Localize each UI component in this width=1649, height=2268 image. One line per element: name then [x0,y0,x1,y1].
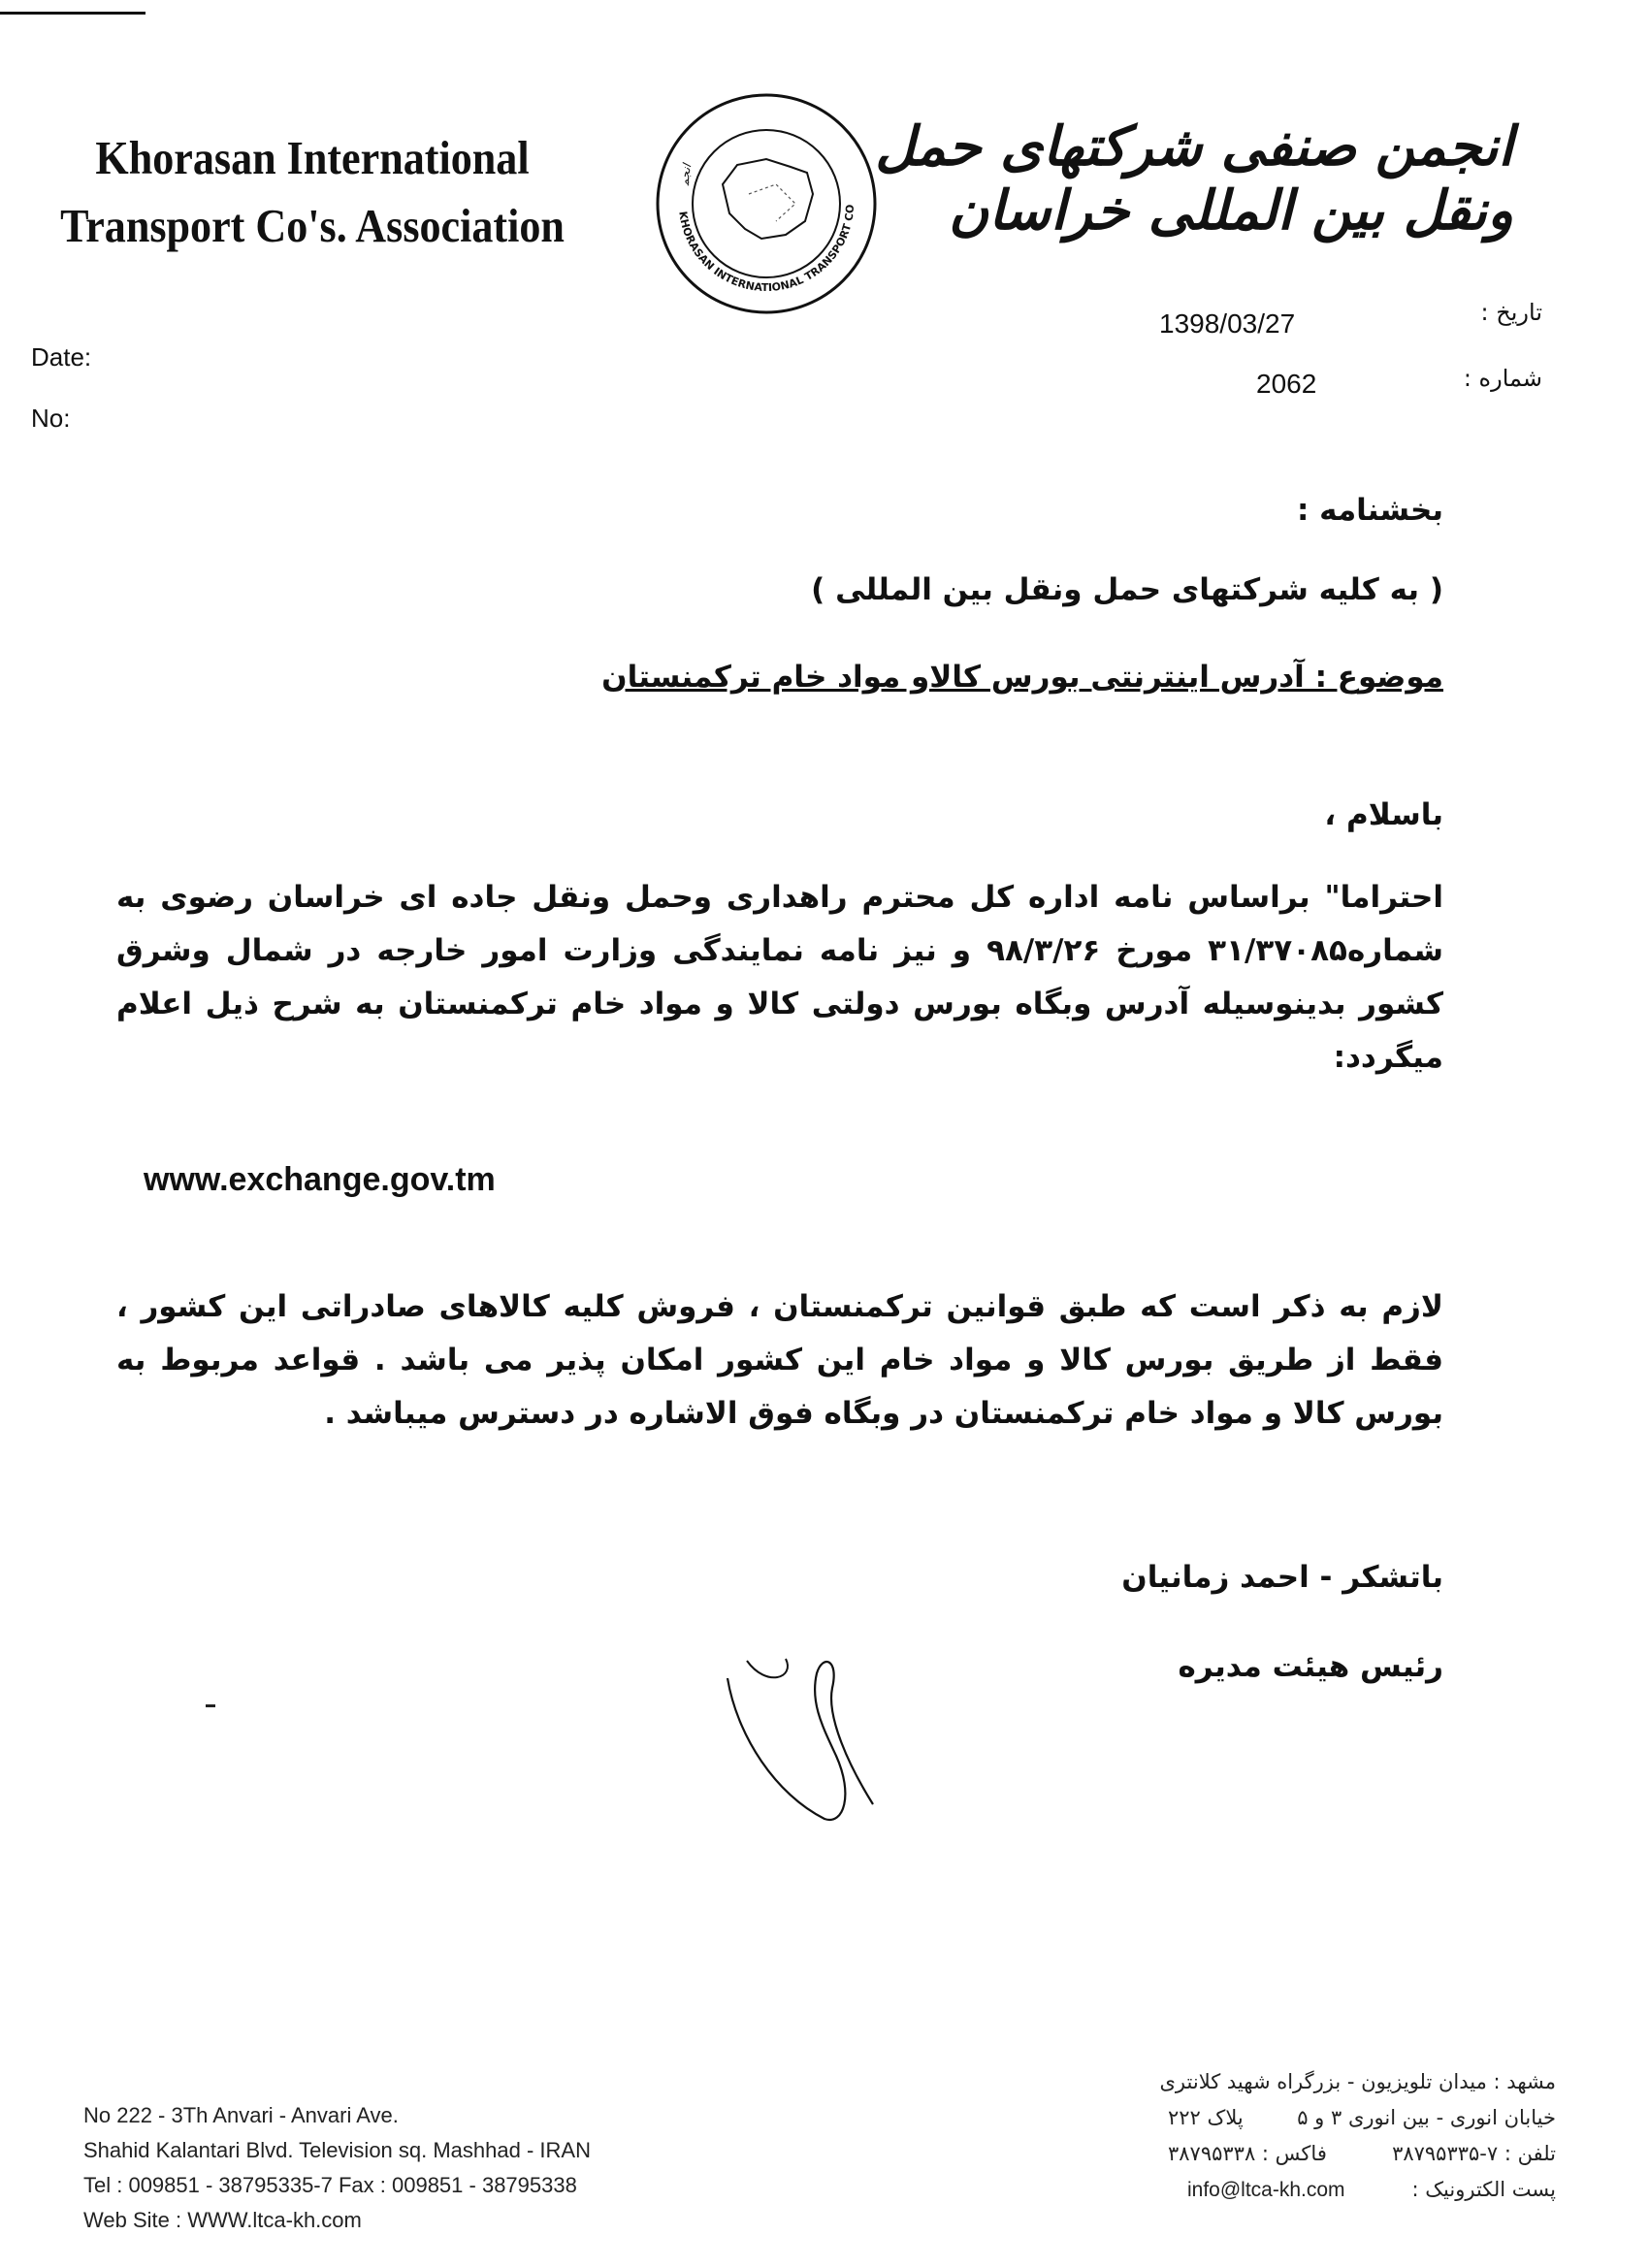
footer-fa-line2b: پلاک ۲۲۲ [1168,2106,1244,2129]
svg-text:انجمن صنفی شرکتهای حمل ونقل بی [640,58,695,186]
association-seal-logo [640,58,892,349]
org-name-en [59,124,566,260]
footer-fa-fax: فاکس : ۳۸۷۹۵۳۳۸ [1168,2142,1327,2165]
body-paragraph-1: احتراما" براساس نامه اداره کل محترم راهداری وحمل ونقل جاده ای خراسان رضوی به شماره۳۱/۳۷۰۸۵ مورخ ۹۸/۳/۲۶ و نیز نامه نمایندگی وزارت امور خارجه در شمال وشرق کشور بدینوسیله آدرس وبگاه بورس دولتی کالا و مواد خام ترکمنستان به شرح ذیل اعلام میگردد: [116,880,1444,1075]
footer-fa-line1: مشهد : میدان تلویزیون - بزرگراه شهید کلانتری [1159,2070,1556,2093]
date-label-fa: تاریخ : [1480,299,1542,326]
org-name-en-line1: Khorasan International [95,131,530,184]
top-rule [0,12,146,15]
footer-address-fa [1051,2064,1556,2208]
handwritten-signature [718,1649,892,1833]
no-label-fa: شماره : [1463,365,1542,392]
body-paragraph-2: لازم به ذکر است که طبق قوانین ترکمنستان ، فروش کلیه کالاهای صادراتی این کشور ، فقط از طریق بورس کالا و مواد خام این کشور امکان پذیر می باشد . قواعد مربوط به بورس کالا و مواد خام ترکمنستان در وبگاه فوق الاشاره در دسترس میباشد . [116,1289,1443,1431]
org-name-en-line2: Transport Co's. Association [60,199,565,252]
closing-signoff: باتشکر - احمد زمانیان [1121,1560,1443,1595]
footer-en-line1: No 222 - 3Th Anvari - Anvari Ave. [83,2103,399,2127]
footer-fa-email-label: پست الکترونیک : [1411,2178,1556,2201]
seal-text: KHORASAN INTERNATIONAL TRANSPORT CO [676,204,857,295]
footer-fa-tel: تلفن : ۷-۳۸۷۹۵۳۳۵ [1392,2142,1556,2165]
date-value: 1398/03/27 [1159,308,1296,339]
circular-heading: بخشنامه : [1296,493,1443,528]
map-outline-icon [723,159,813,239]
no-label-en: No: [31,404,71,433]
letter-number: 2062 [1256,369,1317,399]
footer-email[interactable]: info@ltca-kh.com [1187,2179,1345,2201]
subject-line: موضوع : آدرس اینترنتی بورس کالاو مواد خام ترکمنستان [601,660,1443,695]
greeting: باسلام ، [1324,797,1443,832]
website-link[interactable]: www.exchange.gov.tm [144,1161,496,1198]
recipients-line: ( به کلیه شرکتهای حمل ونقل بین المللی ) [811,572,1443,607]
seal-text-fa: انجم [677,162,695,186]
signer-title: رئیس هیئت مدیره [1178,1649,1443,1684]
footer-en-line2: Shahid Kalantari Blvd. Television sq. Mashhad - IRAN [83,2138,591,2162]
footer-fa-line2a: خیابان انوری - بین انوری ۳ و ۵ [1297,2106,1556,2129]
footer-en-line4[interactable]: Web Site : WWW.ltca-kh.com [83,2208,362,2232]
footer-en-line3: Tel : 009851 - 38795335-7 Fax : 009851 - 38795338 [83,2173,577,2197]
org-name-fa: انجمن صنفی شرکتهای حمل ونقل بین المللی خراسان [875,114,1513,243]
footer-address-en [83,2098,591,2238]
stray-mark [206,1704,215,1707]
date-label-en: Date: [31,342,92,372]
